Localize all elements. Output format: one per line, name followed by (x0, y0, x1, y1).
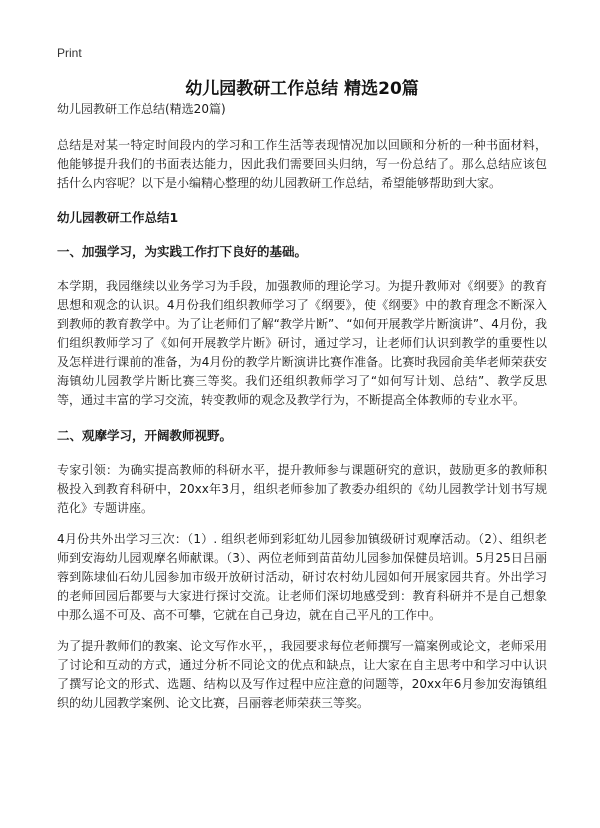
document-subtitle: 幼儿园教研工作总结(精选20篇) (57, 102, 226, 116)
section1-paragraph: 本学期，我园继续以业务学习为手段，加强教师的理论学习。为提升教师对《纲要》的教育思想和观念的认识。4月份我们组织教师学习了《纲要》，使《纲要》中的教育理念不断深入到教师的教育教学中。为了让老师们了解“教学片断”、“如何开展教学片断演讲”、4月份，我们组织教师学习了《如何开展教学片断》研讨，通过学习，让老师们认识到教学的重要性以及怎样进行课前的准备，为4月份的教学片断演讲比赛作准备。比赛时我园俞美华老师荣获安海镇幼儿园教学片断比赛三等奖。我们还组织教师学习了“如何写计划、总结”、教学反思等，通过丰富的学习交流，转变教师的观念及教学行为，不断提高全体教师的专业水平。 (57, 279, 547, 407)
document-body (57, 78, 547, 713)
print-link[interactable]: Print (57, 46, 82, 60)
section-heading-1: 一、加强学习，为实践工作打下良好的基础。 (57, 244, 308, 259)
section2-paragraph-1: 专家引领：为确实提高教师的科研水平，提升教师参与课题研究的意识，鼓励更多的教师积极投入到教育科研中，20xx年3月，组织老师参加了教委办组织的《幼儿园教学计划书写规范化》专题讲座。 (57, 463, 547, 515)
document-title: 幼儿园教研工作总结 精选20篇 (185, 79, 419, 99)
article-heading: 幼儿园教研工作总结1 (57, 210, 179, 225)
section-heading-2: 二、观摩学习，开阔教师视野。 (57, 428, 233, 443)
intro-paragraph: 总结是对某一特定时间段内的学习和工作生活等表现情况加以回顾和分析的一种书面材料，他能够提升我们的书面表达能力，因此我们需要回头归纳，写一份总结了。那么总结应该包括什么内容呢？以下是小编精心整理的幼儿园教研工作总结，希望能够帮助到大家。 (57, 138, 547, 190)
section2-paragraph-3: 为了提升教师们的教案、论文写作水平，，我园要求每位老师撰写一篇案例或论文，老师采用了讨论和互动的方式，通过分析不同论文的优点和缺点，让大家在自主思考中和学习中认识了撰写论文的形式、选题、结构以及写作过程中应注意的问题等，20xx年6月参加安海镇组织的幼儿园教学案例、论文比赛，吕丽蓉老师荣获三等奖。 (57, 639, 547, 710)
section2-paragraph-2: 4月份共外出学习三次：（1）. 组织老师到彩虹幼儿园参加镇级研讨观摩活动。（2）、组织老师到安海幼儿园观摩名师献课。（3）、两位老师到苗苗幼儿园参加保健员培训。5月25日吕丽蓉到陈埭仙石幼儿园参加市级开放研讨活动，研讨农村幼儿园如何开展家园共育。外出学习的老师回园后都要与大家进行探讨交流。让老师们深切地感受到：教育科研并不是自己想象中那么遥不可及、高不可攀，它就在自己身边，就在自己平凡的工作中。 (57, 532, 547, 622)
